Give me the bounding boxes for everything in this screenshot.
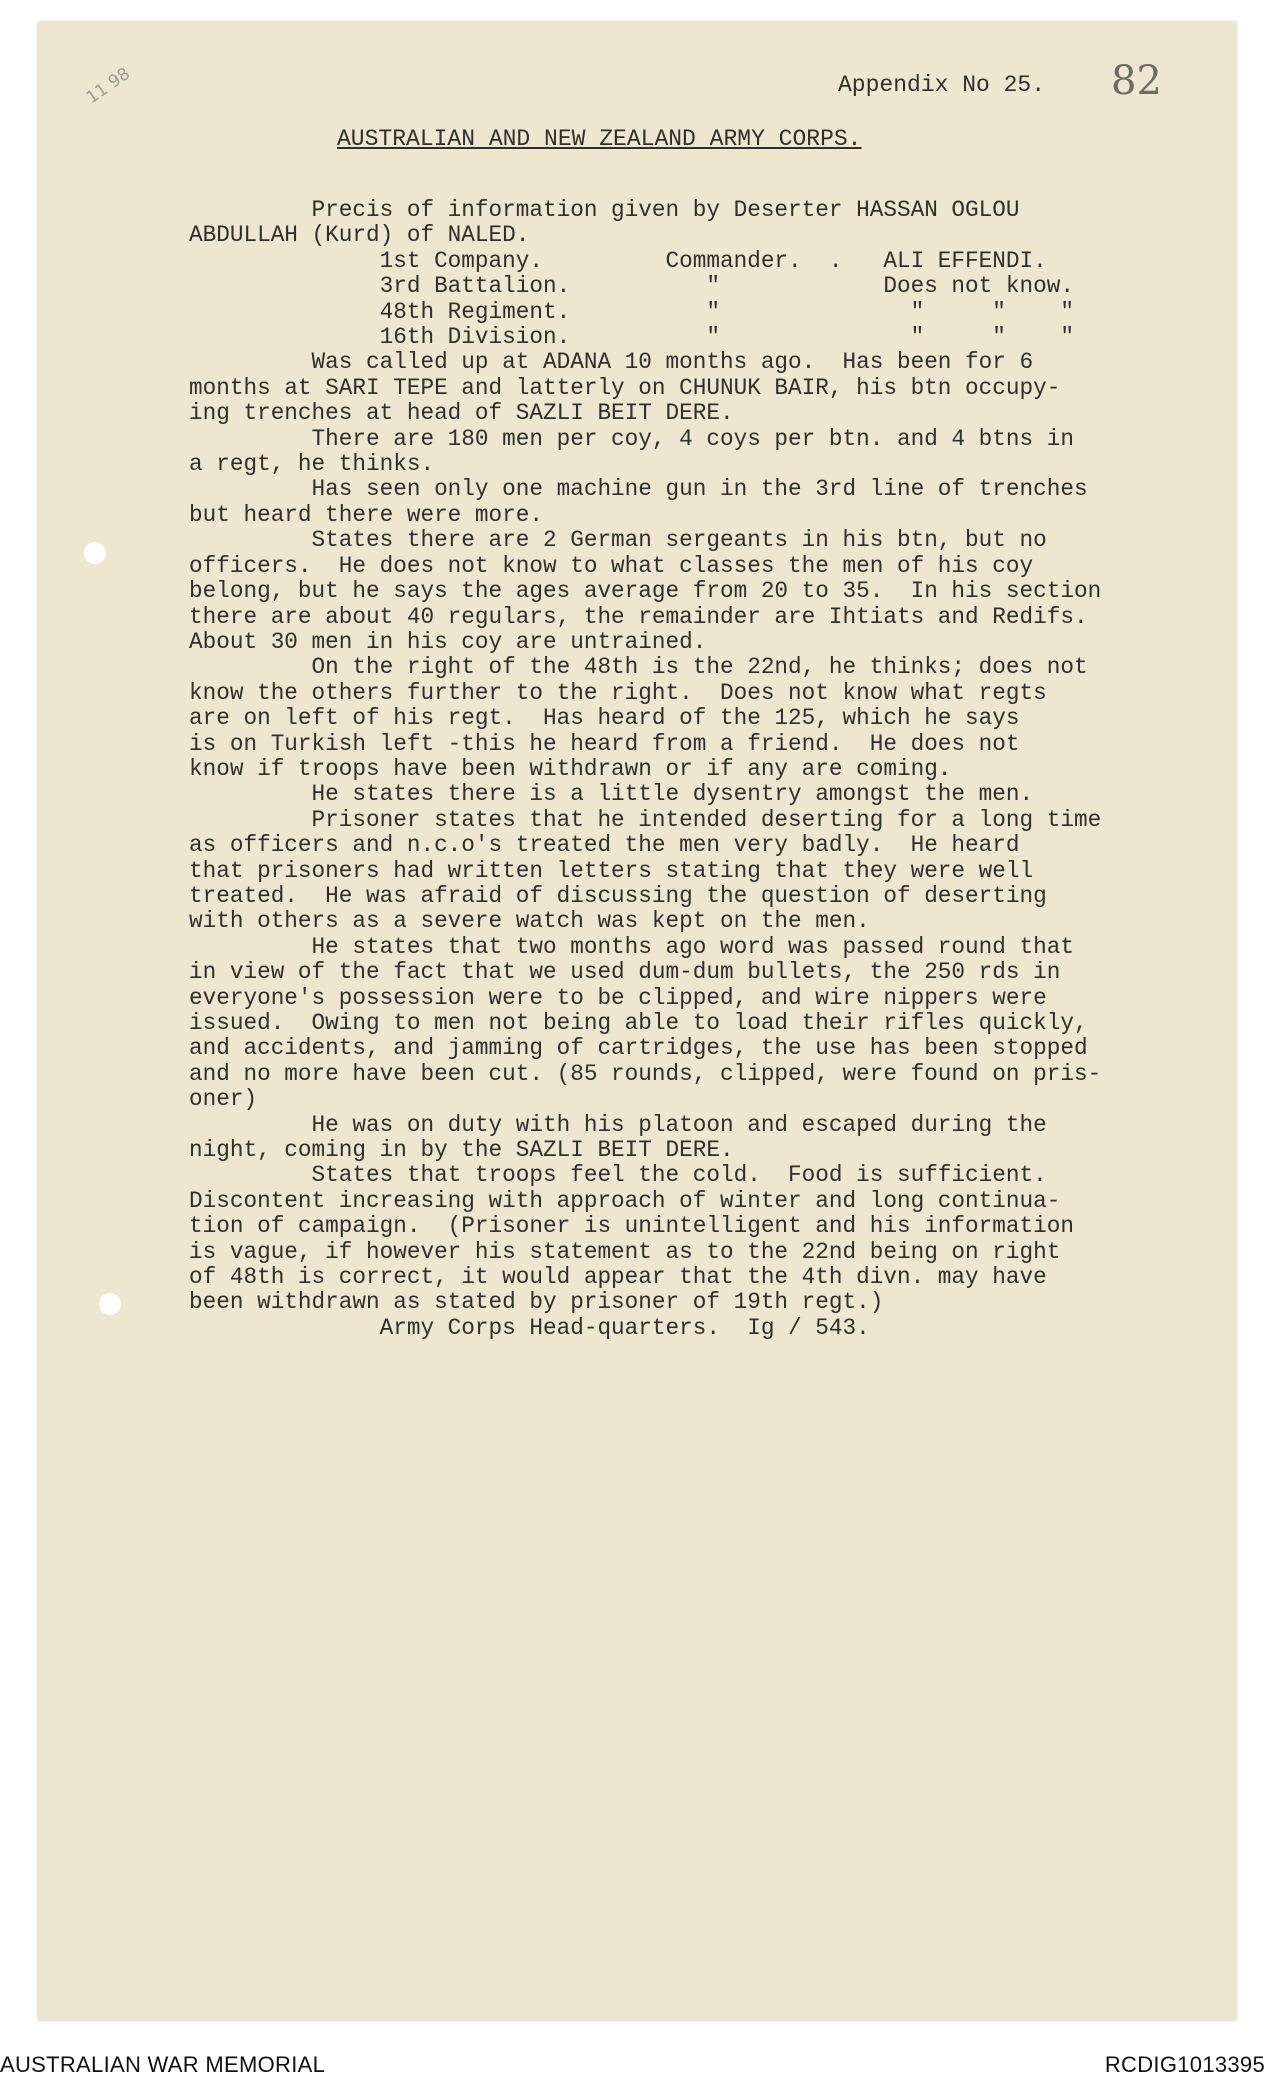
appendix-label: Appendix No 25. xyxy=(838,72,1046,98)
punch-hole xyxy=(99,1293,121,1315)
footer-record-id: RCDIG1013395 xyxy=(1104,2052,1265,2077)
punch-hole xyxy=(84,542,106,564)
footer-institution: AUSTRALIAN WAR MEMORIAL xyxy=(0,2052,326,2077)
margin-note: 11 98 xyxy=(82,63,135,109)
document-body: Precis of information given by Deserter HASSAN OGLOU ABDULLAH (Kurd) of NALED. 1st Company. Commander. . ALI EFFENDI. 3rd Battalion. " Does not know. 48th Regiment. " " " " 16th Division. " " " " Was called up at ADANA 10 months ago. Has been for 6 months at SARI TEPE and latterly on CHUNUK BAIR, his btn occupy- ing trenches at head of SAZLI BEIT DERE. There are 180 men per coy, 4 coys per btn. and 4 btns in a regt, he thinks. Has seen only one machine gun in the 3rd line of trenches but heard there were more. States there are 2 German sergeants in his btn, but no officers. He does not know to what classes the men of his coy belong, but he says the ages average from 20 to 35. In his section there are about 40 regulars, the remainder are Ihtiats and Redifs. About 30 men in his coy are untrained. On the right of the 48th is the 22nd, he thinks; does not know the others further to the right. Does not know what regts are on left of his regt. Has heard of the 125, which he says is on Turkish left -this he heard from a friend. He does not know if troops have been withdrawn or if any are coming. He states there is a little dysentry amongst the men. Prisoner states that he intended deserting for a long time as officers and n.c.o's treated the men very badly. He heard that prisoners had written letters stating that they were well treated. He was afraid of discussing the question of deserting with others as a severe watch was kept on the men. He states that two months ago word was passed round that in view of the fact that we used dum-dum bullets, the 250 rds in everyone's possession were to be clipped, and wire nippers were issued. Owing to men not being able to load their rifles quickly, and accidents, and jamming of cartridges, the use has been stopped and no more have been cut. (85 rounds, clipped, were found on pris- oner) He was on duty with his platoon and escaped during the night, coming in by the SAZLI BEIT DERE. States that troops feel the cold. Food is sufficient. Discontent increasing with approach of winter and long continua- tion of campaign. (Prisoner is unintelligent and his information is vague, if however his statement as to the 22nd being on right of 48th is correct, it would appear that the 4th divn. may have been withdrawn as stated by prisoner of 19th regt.) Army Corps Head-quarters. Ig / 543. xyxy=(189,197,1102,1341)
folio-number: 82 xyxy=(1111,58,1162,104)
document-heading: AUSTRALIAN AND NEW ZEALAND ARMY CORPS. xyxy=(337,126,862,152)
